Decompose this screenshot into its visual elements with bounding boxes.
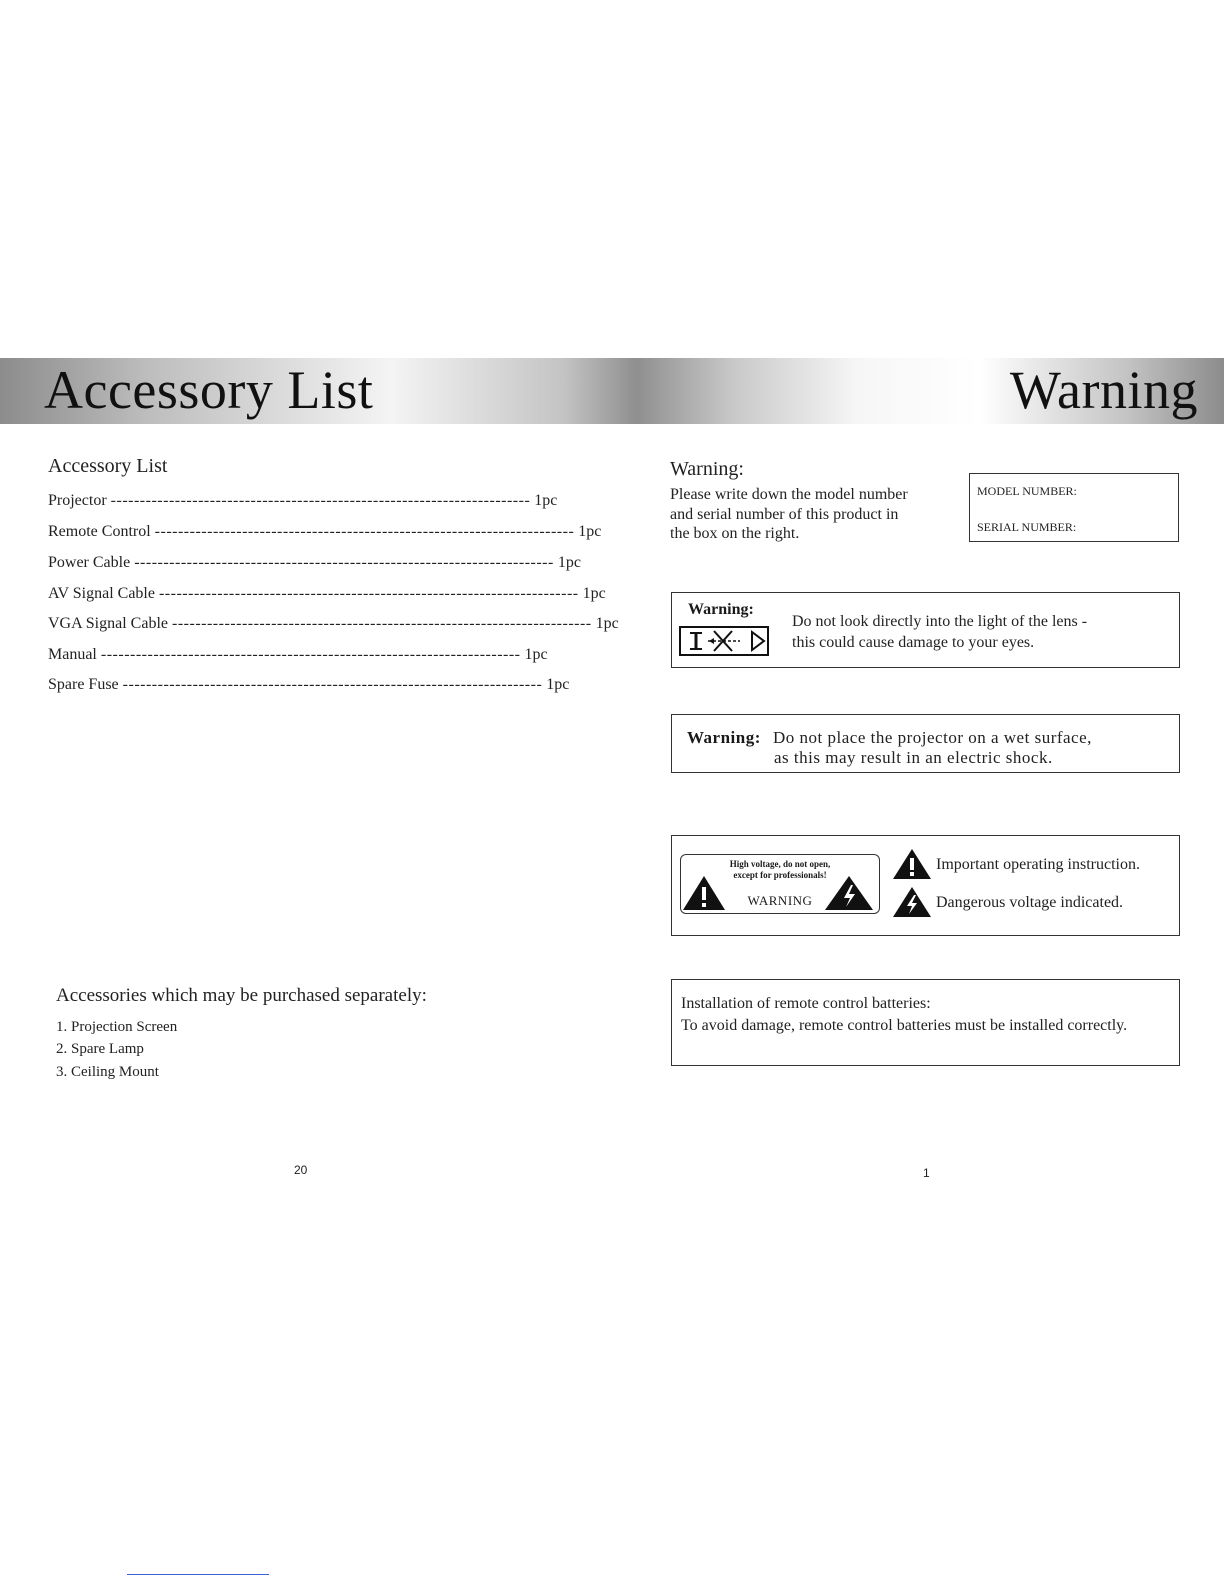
accessory-name: Projector <box>48 492 107 509</box>
accessory-name: Manual <box>48 646 97 663</box>
leader-dashes: ------------------------------------------------------------------------ <box>110 492 531 509</box>
accessory-qty: 1pc <box>534 492 558 509</box>
accessory-name: VGA Signal Cable <box>48 615 168 632</box>
dangerous-voltage-text: Dangerous voltage indicated. <box>936 894 1124 911</box>
accessory-list-banner-title: Accessory List <box>44 360 374 420</box>
lens-eye-icon <box>678 625 770 657</box>
accessory-name: AV Signal Cable <box>48 585 155 602</box>
wet-surface-warning-box <box>671 714 1180 773</box>
high-voltage-plate <box>680 854 880 914</box>
lens-warning-box <box>671 592 1180 668</box>
leader-dashes: ------------------------------------------------------------------------ <box>154 523 575 540</box>
page-number-left: 20 <box>294 1163 308 1177</box>
leader-dashes: ------------------------------------------------------------------------ <box>158 585 579 602</box>
lens-warning-label: Warning: <box>688 601 754 618</box>
exclamation-triangle-icon <box>892 848 932 880</box>
wet-warning-line: as this may result in an electric shock. <box>774 748 1053 767</box>
accessory-item <box>48 676 570 694</box>
accessory-qty: 1pc <box>595 615 619 632</box>
instruction-line: the box on the right. <box>670 525 800 542</box>
leader-dashes: ------------------------------------------------------------------------ <box>172 615 592 632</box>
accessory-item <box>48 615 619 633</box>
lens-warning-line: Do not look directly into the light of the lens - <box>792 613 1088 630</box>
optional-item: 1. Projection Screen <box>56 1019 178 1035</box>
important-instruction-text: Important operating instruction. <box>936 856 1140 873</box>
warning-heading: Warning: <box>670 458 744 480</box>
accessory-item <box>48 523 602 541</box>
accessory-item <box>48 492 558 510</box>
wet-warning-label: Warning: <box>687 728 761 747</box>
accessory-item <box>48 585 606 603</box>
lens-warning-line: this could cause damage to your eyes. <box>792 634 1035 651</box>
page-number-right: 1 <box>923 1166 930 1180</box>
leader-dashes: ------------------------------------------------------------------------ <box>122 676 543 693</box>
wet-warning-line: Do not place the projector on a wet surface, <box>773 728 1092 747</box>
accessory-qty: 1pc <box>578 523 602 540</box>
optional-item: 3. Ceiling Mount <box>56 1064 159 1080</box>
warning-symbols-box <box>671 835 1180 936</box>
plate-line: except for professionals! <box>733 870 827 880</box>
battery-note-title: Installation of remote control batteries: <box>681 995 931 1012</box>
accessory-item <box>48 646 548 664</box>
instruction-line: Please write down the model number <box>670 486 908 503</box>
battery-note-box <box>671 979 1180 1066</box>
accessory-qty: 1pc <box>546 676 570 693</box>
serial-number-label: SERIAL NUMBER: <box>977 520 1077 534</box>
lightning-triangle-icon <box>892 886 932 918</box>
accessory-qty: 1pc <box>524 646 548 663</box>
accessory-item <box>48 554 581 572</box>
accessory-list-heading: Accessory List <box>48 455 168 477</box>
warning-banner-title: Warning <box>1009 360 1198 420</box>
plate-line: High voltage, do not open, <box>729 859 831 869</box>
model-number-label: MODEL NUMBER: <box>977 484 1077 498</box>
accessory-name: Power Cable <box>48 554 131 571</box>
accessory-name: Remote Control <box>48 523 151 540</box>
leader-dashes: ------------------------------------------------------------------------ <box>134 554 554 571</box>
header-banner <box>0 358 1224 424</box>
model-serial-box <box>969 473 1179 542</box>
optional-item: 2. Spare Lamp <box>56 1041 144 1057</box>
accessory-qty: 1pc <box>582 585 606 602</box>
battery-note-text: To avoid damage, remote control batteries must be installed correctly. <box>681 1017 1128 1034</box>
optional-accessories-heading: Accessories which may be purchased separately: <box>56 985 427 1006</box>
instruction-line: and serial number of this product in <box>670 505 899 523</box>
lightning-triangle-icon <box>824 875 874 911</box>
footer-rule <box>127 1574 269 1575</box>
serial-instructions <box>670 485 908 544</box>
accessory-qty: 1pc <box>557 554 581 571</box>
leader-dashes: ------------------------------------------------------------------------ <box>100 646 521 663</box>
lens-warning-text <box>792 611 1087 653</box>
accessory-name: Spare Fuse <box>48 676 119 693</box>
plate-warning-label: WARNING <box>747 893 813 908</box>
